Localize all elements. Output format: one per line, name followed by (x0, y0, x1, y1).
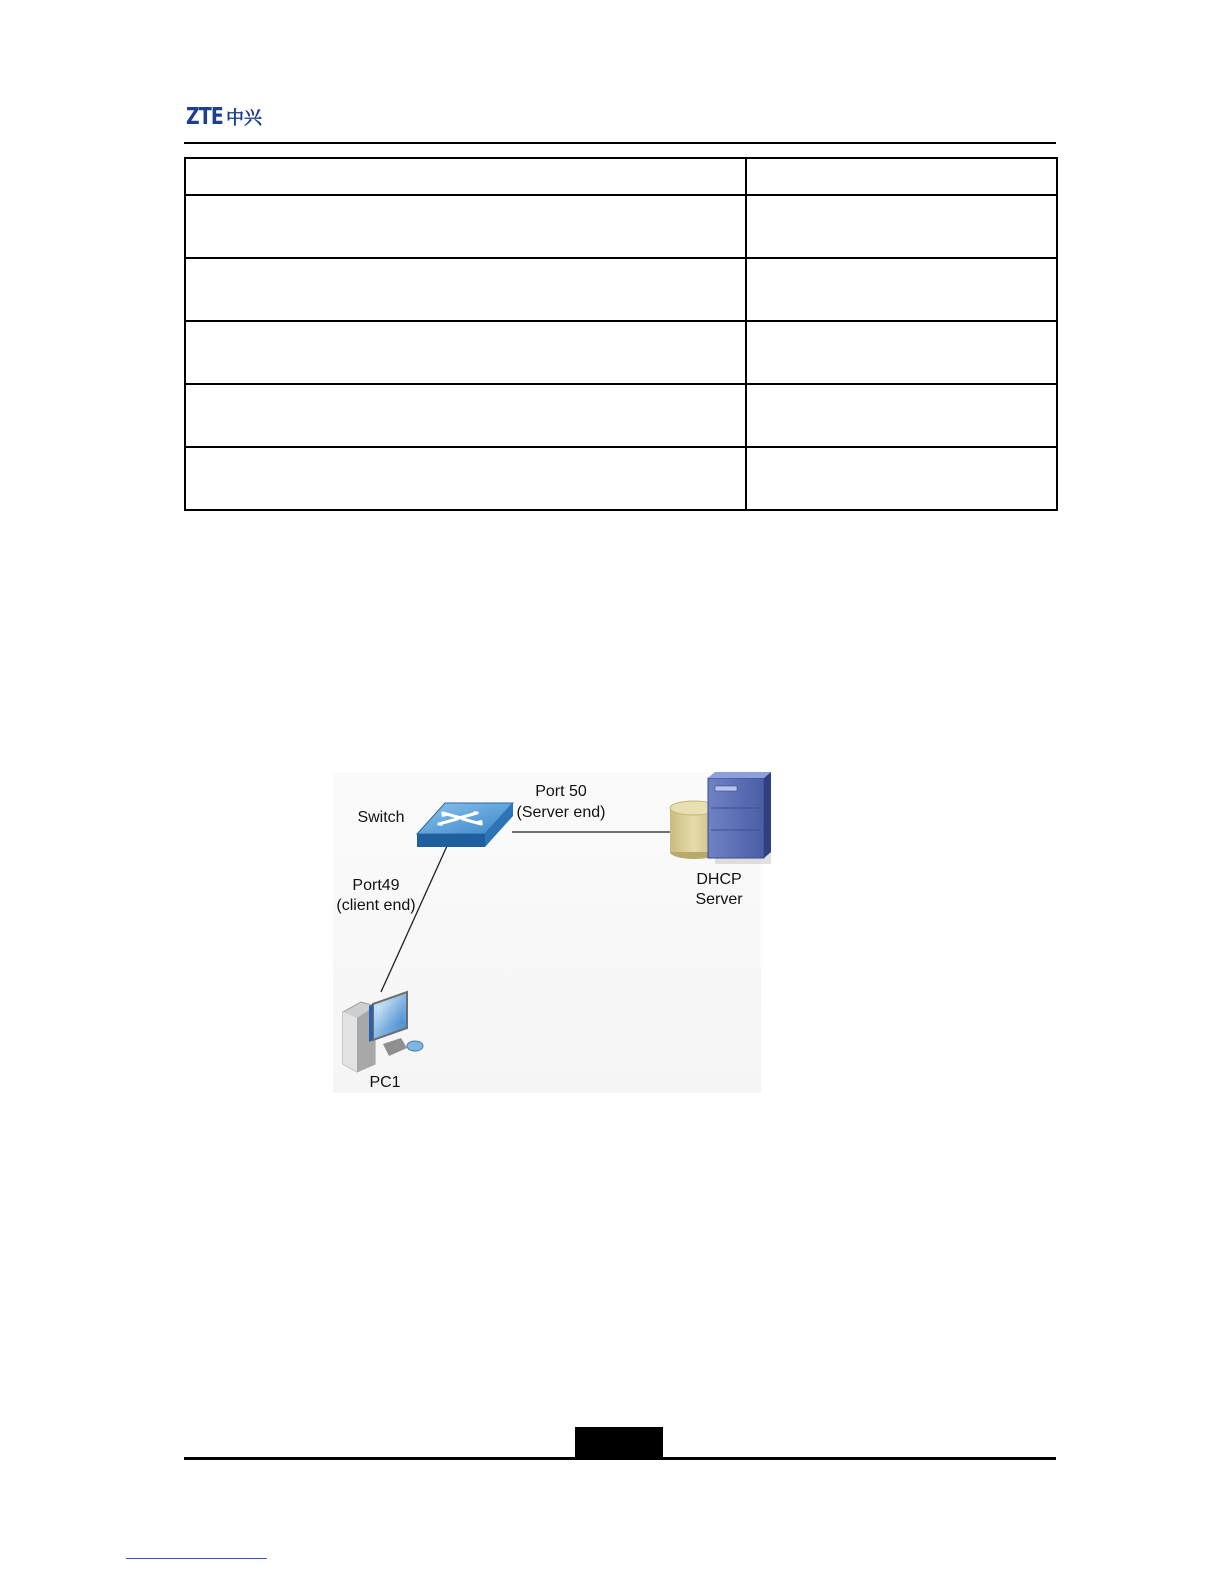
logo-cjk-text: 中兴 (226, 108, 262, 128)
table-cell (746, 195, 1057, 258)
client-port-label-line2: (client end) (336, 897, 416, 914)
bottom-link-underline (126, 1558, 267, 1559)
dhcp-label-line1: DHCP (696, 871, 742, 888)
table-row (185, 321, 1057, 384)
table-cell (185, 447, 746, 510)
parameter-table (184, 157, 1058, 511)
table-row (185, 195, 1057, 258)
network-topology-figure (331, 772, 776, 1093)
client-port-label-line1: Port49 (352, 877, 400, 894)
footer-rule (184, 1457, 1056, 1460)
zte-logo (186, 104, 262, 130)
client-link-line (381, 846, 447, 992)
table-row (185, 447, 1057, 510)
table-cell (746, 321, 1057, 384)
logo-latin-text: ZTE (186, 104, 223, 130)
pc-label: PC1 (369, 1074, 401, 1091)
header-rule (184, 142, 1056, 144)
table-cell (746, 384, 1057, 447)
table-cell (185, 384, 746, 447)
server-port-label-line2: (Server end) (516, 804, 606, 821)
page-number-tab (575, 1427, 663, 1458)
dhcp-server-icon (670, 772, 771, 864)
table-cell (185, 258, 746, 321)
switch-icon (417, 803, 513, 847)
table-cell (746, 258, 1057, 321)
switch-label: Switch (357, 809, 405, 826)
table-cell (185, 158, 746, 195)
pc-icon (343, 992, 423, 1072)
table-cell (746, 158, 1057, 195)
server-port-label-line1: Port 50 (535, 783, 587, 800)
table-header-row (185, 158, 1057, 195)
table-cell (185, 321, 746, 384)
table-row (185, 384, 1057, 447)
dhcp-label-line2: Server (695, 891, 743, 908)
table-cell (746, 447, 1057, 510)
table-cell (185, 195, 746, 258)
table-row (185, 258, 1057, 321)
